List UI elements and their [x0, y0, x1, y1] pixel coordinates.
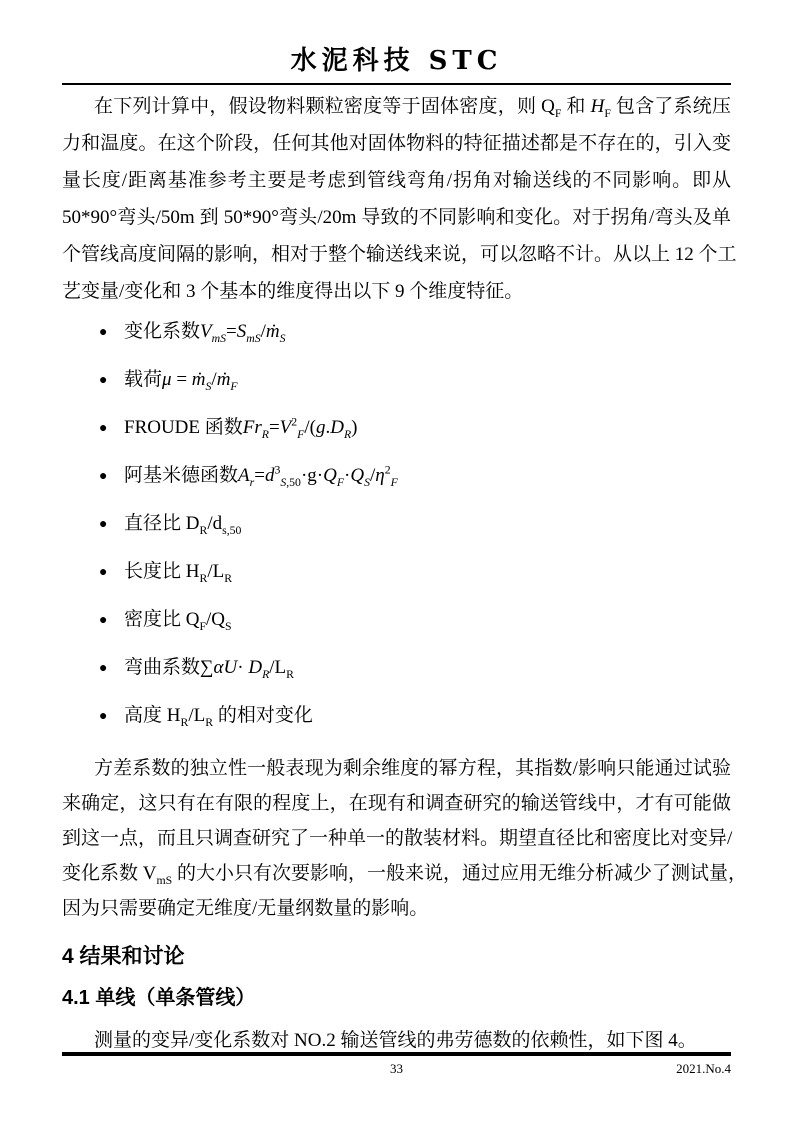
bullet-item: ● FROUDE 函数$Fr_R=V^2_F/(g.D_R)$	[99, 415, 731, 442]
journal-title: 水泥科技 STC	[290, 46, 503, 76]
paragraph-line: 方差系数的独立性一般表现为剩余维度的幂方程，其指数/影响只能通过试验	[94, 758, 731, 779]
footer-row	[62, 1060, 731, 1078]
paragraph-line: 变化系数 $V_{mS}$ 的大小只有次要影响，一般来说，通过应用无维分析减少了测试量，	[62, 863, 747, 887]
paragraph-line: 个管线高度间隔的影响，相对于整个输送线来说，可以忽略不计。从以上 12 个工	[62, 244, 737, 265]
paragraph-1	[62, 88, 737, 310]
paragraph-line: 因为只需要确定无维度/无量纲数量的影响。	[62, 898, 429, 919]
document-body	[62, 88, 747, 1058]
page-footer	[62, 1052, 731, 1078]
section-heading: 4 结果和讨论	[62, 945, 185, 968]
bullet-item: ● 阿基米德函数$A_r=d^3_{S,50}\cdot g\cdot Q_F\cdot Q_S/\eta^2_F$	[99, 463, 731, 490]
bullet-item: ● 密度比 $Q_F/Q_S$	[99, 607, 731, 634]
paragraph-line: 50*90°弯头/50m 到 50*90°弯头/20m 导致的不同影响和变化。对于拐角/弯头及单	[62, 207, 731, 228]
header-rule	[62, 83, 731, 85]
page-header	[0, 0, 793, 85]
bullet-list	[62, 319, 731, 730]
bullet-item: ● 高度 $H_R/L_R$ 的相对变化	[99, 703, 731, 730]
paragraph-2	[62, 751, 747, 926]
issue-label: 2021.No.4	[676, 1061, 731, 1076]
paragraph-line: 艺变量/变化和 3 个基本的维度得出以下 9 个维度特征。	[62, 281, 524, 302]
paragraph-line: 到这一点，而且只调查研究了一种单一的散装材料。期望直径比和密度比对变异/	[62, 828, 733, 849]
paragraph-3: 测量的变异/变化系数对 NO.2 输送管线的弗劳德数的依赖性，如下图 4。	[94, 1030, 697, 1051]
bullet-item: ● 长度比 $H_R/L_R$	[99, 559, 731, 586]
bullet-item: ● 弯曲系数$\sum\alpha U\cdot D_R/L_R$	[99, 655, 731, 682]
bullet-item: ● 变化系数$V_{mS}=S_{mS}/ṁ_S$	[99, 319, 731, 346]
paragraph-line: 来确定，这只有在有限的程度上，在现有和调查研究的输送管线中，才有可能做	[62, 793, 731, 814]
subsection-heading: 4.1 单线（单条管线）	[62, 987, 256, 1009]
bullet-item: ● 载荷μ = ṁ$_S$/ṁ$_F$	[99, 367, 731, 394]
paragraph-line: 在下列计算中，假设物料颗粒密度等于固体密度，则 $Q_F$ 和 $H_F$ 包含了系统压	[94, 96, 731, 120]
page-number: 33	[390, 1061, 403, 1076]
bullet-item: ● 直径比 $D_R/d_{s,50}$	[99, 511, 731, 538]
paragraph-line: 力和温度。在这个阶段，任何其他对固体物料的特征描述都是不存在的，引入变	[62, 133, 731, 154]
paragraph-line: 量长度/距离基准参考主要是考虑到管线弯角/拐角对输送线的不同影响。即从	[62, 170, 731, 191]
footer-rule	[62, 1052, 731, 1056]
